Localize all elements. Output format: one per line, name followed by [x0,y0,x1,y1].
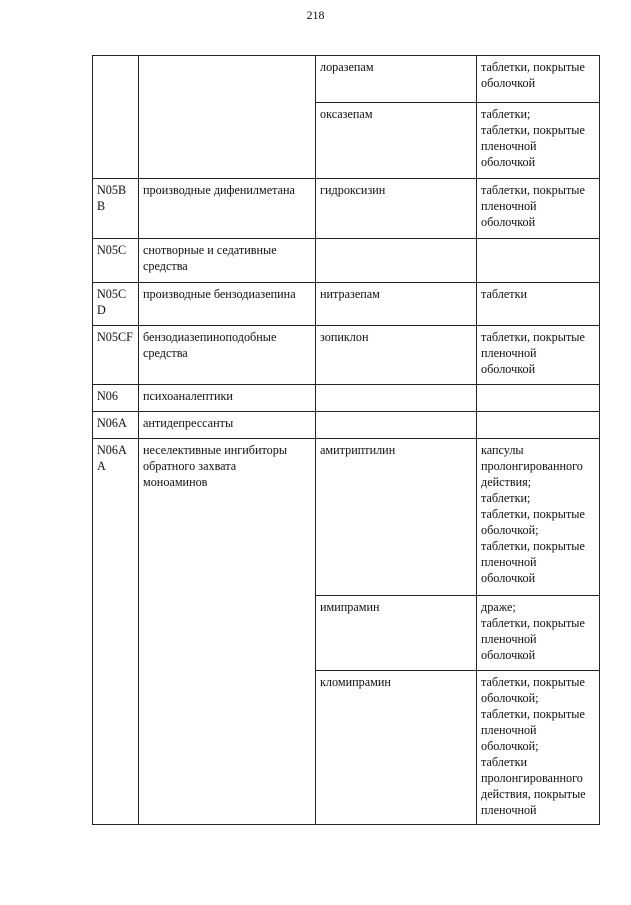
atc-code-cell: N05B B [93,179,139,239]
form-cell: таблетки, покрытые оболочкой; таблетки, покрытые пленочной оболочкой; таблетки пролонгированного действия, покрытые пленочной [477,671,600,825]
form-cell: драже; таблетки, покрытые пленочной оболочкой [477,596,600,671]
drug-cell [316,412,477,439]
group-cell: снотворные и седативные средства [139,239,316,283]
table-row [93,239,600,283]
drug-cell: зопиклон [316,326,477,385]
form-cell: таблетки, покрытые пленочной оболочкой [477,179,600,239]
drug-cell: кломипрамин [316,671,477,825]
page-number: 218 [306,8,325,22]
group-cell: антидепрессанты [139,412,316,439]
group-cell: неселективные ингибиторы обратного захвата моноаминов [139,439,316,825]
drug-cell [316,385,477,412]
table-row [93,56,600,103]
drug-cell: нитразепам [316,283,477,326]
drug-cell [316,239,477,283]
atc-code-cell: N06A [93,412,139,439]
form-cell: таблетки; таблетки, покрытые пленочной оболочкой [477,103,600,179]
atc-code-cell: N05CF [93,326,139,385]
atc-code-cell: N05C D [93,283,139,326]
drug-cell: оксазепам [316,103,477,179]
group-cell: психоаналептики [139,385,316,412]
table-row [93,326,600,385]
form-cell [477,385,600,412]
drug-cell: амитриптилин [316,439,477,596]
atc-code-cell [93,56,139,179]
form-cell [477,412,600,439]
table-row [93,412,600,439]
form-cell: таблетки, покрытые оболочкой [477,56,600,103]
form-cell: капсулы пролонгированного действия; таблетки; таблетки, покрытые оболочкой; таблетки, покрытые пленочной оболочкой [477,439,600,596]
table-row [93,179,600,239]
form-cell: таблетки [477,283,600,326]
group-cell: производные дифенилметана [139,179,316,239]
form-cell: таблетки, покрытые пленочной оболочкой [477,326,600,385]
drug-cell: лоразепам [316,56,477,103]
table-row [93,439,600,596]
group-cell: бензодиазепиноподобные средства [139,326,316,385]
drug-cell: гидроксизин [316,179,477,239]
table-row [93,385,600,412]
atc-code-cell: N06A A [93,439,139,825]
form-cell [477,239,600,283]
drug-cell: имипрамин [316,596,477,671]
atc-code-cell: N05C [93,239,139,283]
drug-table [92,55,600,825]
atc-code-cell: N06 [93,385,139,412]
group-cell: производные бензодиазепина [139,283,316,326]
group-cell [139,56,316,179]
table-row [93,283,600,326]
